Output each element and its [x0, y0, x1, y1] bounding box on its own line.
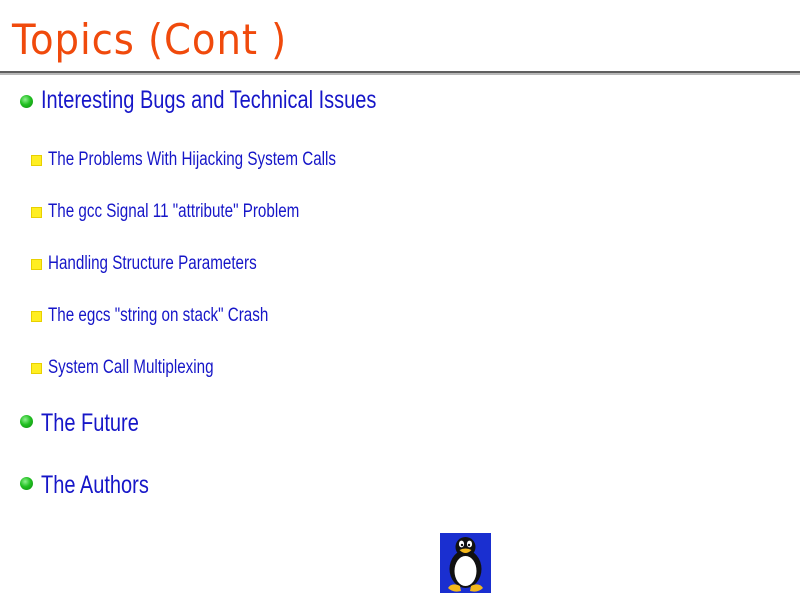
green-bullet-icon: [20, 415, 33, 428]
yellow-bullet-icon: [31, 363, 42, 374]
bullet-the-authors: The Authors: [41, 471, 149, 499]
green-bullet-icon: [20, 95, 33, 108]
green-bullet-icon: [20, 477, 33, 490]
slide-title: Topics (Cont ): [12, 15, 288, 64]
penguin-icon: [440, 533, 491, 593]
yellow-bullet-icon: [31, 155, 42, 166]
yellow-bullet-icon: [31, 207, 42, 218]
title-divider: [0, 71, 800, 75]
yellow-bullet-icon: [31, 259, 42, 270]
sub-bullet-multiplexing: System Call Multiplexing: [48, 357, 214, 378]
sub-bullet-gcc-signal: The gcc Signal 11 "attribute" Problem: [48, 201, 300, 222]
bullet-the-future: The Future: [41, 409, 139, 437]
sub-bullet-structure-params: Handling Structure Parameters: [48, 253, 257, 274]
sub-bullet-egcs-crash: The egcs "string on stack" Crash: [48, 305, 269, 326]
linux-penguin-logo-icon: [440, 533, 491, 593]
yellow-bullet-icon: [31, 311, 42, 322]
sub-bullet-hijacking: The Problems With Hijacking System Calls: [48, 149, 337, 170]
bullet-interesting-bugs: Interesting Bugs and Technical Issues: [41, 86, 377, 114]
